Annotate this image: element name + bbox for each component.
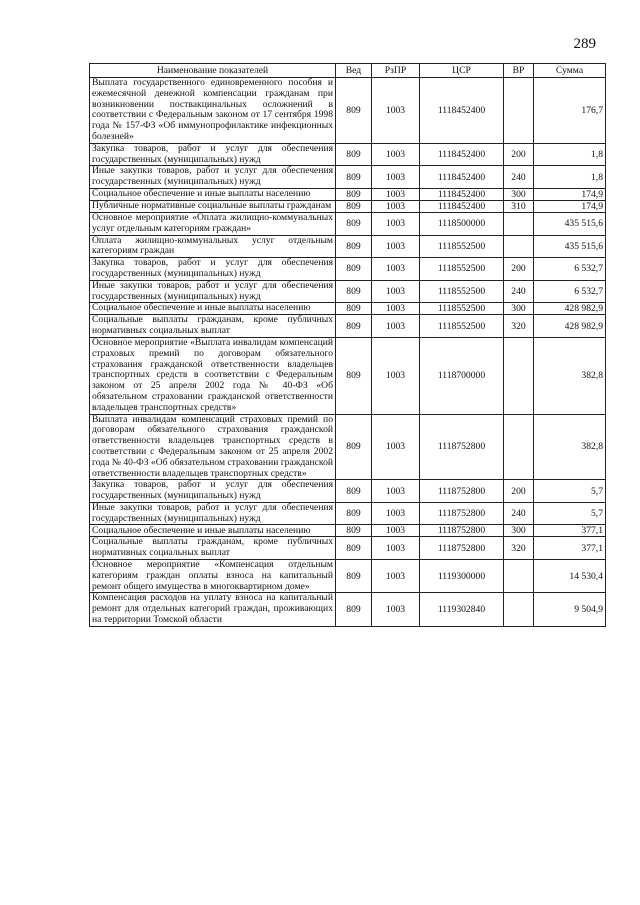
row-csr: 1118452400 (420, 200, 504, 212)
row-sum: 6 532,7 (534, 258, 606, 281)
row-ved: 809 (336, 258, 372, 281)
table-row (90, 235, 606, 258)
row-csr: 1118552500 (420, 258, 504, 281)
row-csr: 1118552500 (420, 303, 504, 315)
table-row (90, 200, 606, 212)
row-rzpr: 1003 (372, 188, 420, 200)
row-csr: 1118752800 (420, 414, 504, 480)
row-ved: 809 (336, 593, 372, 626)
table-row (90, 414, 606, 480)
row-csr: 1118700000 (420, 337, 504, 414)
row-csr: 1118452400 (420, 143, 504, 166)
row-sum: 377,1 (534, 525, 606, 537)
row-vr: 240 (504, 280, 534, 303)
table-row (90, 337, 606, 414)
row-rzpr: 1003 (372, 280, 420, 303)
row-csr: 1118452400 (420, 78, 504, 144)
table-row (90, 212, 606, 235)
row-ved: 809 (336, 337, 372, 414)
row-csr: 1118552500 (420, 280, 504, 303)
row-ved: 809 (336, 525, 372, 537)
row-sum: 174,9 (534, 200, 606, 212)
row-name: Выплата государственного единовременного пособия и ежемесячной денежной компенсации гражданам при возникновении поствакцинальных осложнений в соответствии с Федеральным законом от 17 сентября 1998 года № 157-ФЗ «Об иммунопрофилактике инфекционных болезней» (90, 78, 336, 144)
row-vr: 240 (504, 502, 534, 525)
row-sum: 1,8 (534, 143, 606, 166)
header-ved: Вед (336, 64, 372, 78)
row-vr: 310 (504, 200, 534, 212)
table-header (90, 64, 606, 78)
row-vr: 200 (504, 143, 534, 166)
row-vr: 200 (504, 258, 534, 281)
row-name: Оплата жилищно-коммунальных услуг отдельным категориям граждан (90, 235, 336, 258)
row-csr: 1119300000 (420, 560, 504, 593)
table-row (90, 315, 606, 338)
row-sum: 428 982,9 (534, 315, 606, 338)
row-sum: 435 515,6 (534, 212, 606, 235)
row-name: Социальное обеспечение и иные выплаты населению (90, 525, 336, 537)
row-ved: 809 (336, 166, 372, 189)
row-sum: 382,8 (534, 337, 606, 414)
row-sum: 6 532,7 (534, 280, 606, 303)
row-ved: 809 (336, 303, 372, 315)
row-name: Социальные выплаты гражданам, кроме публичных нормативных социальных выплат (90, 537, 336, 560)
row-name: Социальное обеспечение и иные выплаты населению (90, 303, 336, 315)
row-vr (504, 78, 534, 144)
row-name: Выплата инвалидам компенсаций страховых премий по договорам обязательного страхования гражданской ответственности владельцев транспортных средств в соответствии с Федеральным законом от 25 апреля 2002 года № 40-ФЗ «Об обязательном страховании гражданской ответственности владельцев транспортных средств» (90, 414, 336, 480)
row-ved: 809 (336, 212, 372, 235)
row-vr (504, 235, 534, 258)
row-sum: 428 982,9 (534, 303, 606, 315)
row-vr: 320 (504, 315, 534, 338)
header-name: Наименование показателей (90, 64, 336, 78)
row-name: Закупка товаров, работ и услуг для обеспечения государственных (муниципальных) нужд (90, 480, 336, 503)
row-sum: 435 515,6 (534, 235, 606, 258)
row-rzpr: 1003 (372, 502, 420, 525)
row-vr (504, 337, 534, 414)
row-rzpr: 1003 (372, 315, 420, 338)
row-sum: 5,7 (534, 480, 606, 503)
table-row (90, 502, 606, 525)
table-row (90, 560, 606, 593)
row-csr: 1118452400 (420, 188, 504, 200)
row-ved: 809 (336, 560, 372, 593)
row-csr: 1118552500 (420, 315, 504, 338)
row-rzpr: 1003 (372, 480, 420, 503)
row-ved: 809 (336, 78, 372, 144)
row-vr: 240 (504, 166, 534, 189)
row-rzpr: 1003 (372, 212, 420, 235)
row-csr: 1119302840 (420, 593, 504, 626)
row-rzpr: 1003 (372, 143, 420, 166)
row-csr: 1118752800 (420, 537, 504, 560)
row-sum: 174,9 (534, 188, 606, 200)
row-vr: 200 (504, 480, 534, 503)
row-name: Закупка товаров, работ и услуг для обеспечения государственных (муниципальных) нужд (90, 143, 336, 166)
page-number: 289 (573, 36, 596, 52)
header-sum: Сумма (534, 64, 606, 78)
row-name: Основное мероприятие «Выплата инвалидам компенсаций страховых премий по договорам обязательного страхования гражданской ответственности владельцев транспортных средств в соответствии с Федеральным законом от 25 апреля 2002 года № 40-ФЗ «Об обязательном страховании гражданской ответственности владельцев транспортных средств» (90, 337, 336, 414)
row-vr (504, 560, 534, 593)
row-sum: 9 504,9 (534, 593, 606, 626)
row-ved: 809 (336, 280, 372, 303)
row-rzpr: 1003 (372, 258, 420, 281)
row-name: Закупка товаров, работ и услуг для обеспечения государственных (муниципальных) нужд (90, 258, 336, 281)
table-row (90, 303, 606, 315)
table-row (90, 78, 606, 144)
header-vr: ВР (504, 64, 534, 78)
row-csr: 1118552500 (420, 235, 504, 258)
row-rzpr: 1003 (372, 235, 420, 258)
row-name: Компенсация расходов на уплату взноса на капитальный ремонт для отдельных категорий граждан, проживающих на территории Томской области (90, 593, 336, 626)
row-name: Основное мероприятие «Компенсация отдельным категориям граждан оплаты взноса на капитальный ремонт общего имущества в многоквартирном доме» (90, 560, 336, 593)
row-ved: 809 (336, 188, 372, 200)
row-sum: 5,7 (534, 502, 606, 525)
row-rzpr: 1003 (372, 414, 420, 480)
row-sum: 1,8 (534, 166, 606, 189)
table-row (90, 537, 606, 560)
row-ved: 809 (336, 235, 372, 258)
row-rzpr: 1003 (372, 337, 420, 414)
row-ved: 809 (336, 480, 372, 503)
header-row (90, 64, 606, 78)
table-row (90, 480, 606, 503)
row-rzpr: 1003 (372, 537, 420, 560)
row-sum: 377,1 (534, 537, 606, 560)
table-row (90, 593, 606, 626)
table-body (90, 78, 606, 627)
row-name: Социальные выплаты гражданам, кроме публичных нормативных социальных выплат (90, 315, 336, 338)
table-row (90, 143, 606, 166)
row-vr: 320 (504, 537, 534, 560)
row-vr (504, 414, 534, 480)
row-vr (504, 212, 534, 235)
row-name: Иные закупки товаров, работ и услуг для обеспечения государственных (муниципальных) нужд (90, 166, 336, 189)
row-vr: 300 (504, 188, 534, 200)
row-rzpr: 1003 (372, 560, 420, 593)
row-rzpr: 1003 (372, 593, 420, 626)
row-ved: 809 (336, 315, 372, 338)
row-rzpr: 1003 (372, 166, 420, 189)
row-csr: 1118452400 (420, 166, 504, 189)
row-ved: 809 (336, 200, 372, 212)
table-row (90, 166, 606, 189)
row-sum: 14 530,4 (534, 560, 606, 593)
row-vr: 300 (504, 525, 534, 537)
row-vr (504, 593, 534, 626)
row-ved: 809 (336, 537, 372, 560)
row-sum: 176,7 (534, 78, 606, 144)
row-csr: 1118752800 (420, 525, 504, 537)
row-sum: 382,8 (534, 414, 606, 480)
row-ved: 809 (336, 414, 372, 480)
row-rzpr: 1003 (372, 525, 420, 537)
row-name: Публичные нормативные социальные выплаты гражданам (90, 200, 336, 212)
table-row (90, 280, 606, 303)
row-ved: 809 (336, 502, 372, 525)
row-csr: 1118752800 (420, 502, 504, 525)
row-csr: 1118752800 (420, 480, 504, 503)
row-ved: 809 (336, 143, 372, 166)
row-rzpr: 1003 (372, 303, 420, 315)
table-row (90, 188, 606, 200)
budget-table (89, 63, 606, 627)
table-row (90, 258, 606, 281)
header-rzpr: РзПР (372, 64, 420, 78)
header-csr: ЦСР (420, 64, 504, 78)
row-rzpr: 1003 (372, 78, 420, 144)
row-name: Иные закупки товаров, работ и услуг для обеспечения государственных (муниципальных) нужд (90, 502, 336, 525)
row-csr: 1118500000 (420, 212, 504, 235)
table-row (90, 525, 606, 537)
row-name: Иные закупки товаров, работ и услуг для обеспечения государственных (муниципальных) нужд (90, 280, 336, 303)
row-vr: 300 (504, 303, 534, 315)
row-name: Основное мероприятие «Оплата жилищно-коммунальных услуг отдельным категориям граждан» (90, 212, 336, 235)
row-name: Социальное обеспечение и иные выплаты населению (90, 188, 336, 200)
row-rzpr: 1003 (372, 200, 420, 212)
